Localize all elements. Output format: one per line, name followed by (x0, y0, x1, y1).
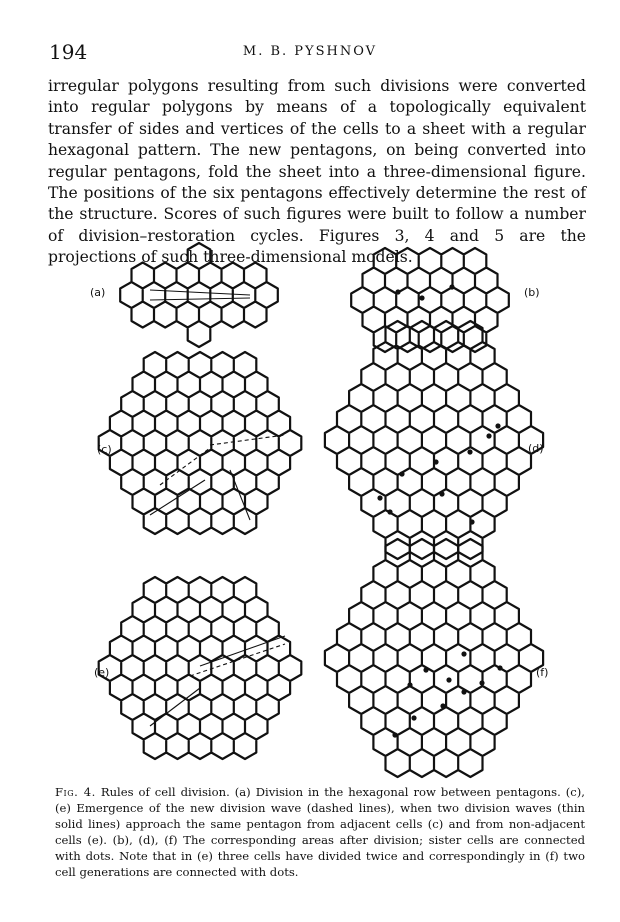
panel-label-d: (d) (528, 442, 544, 455)
panel-a (120, 243, 278, 347)
sister-cell-dot (433, 459, 438, 464)
sister-cell-dot (449, 284, 454, 289)
sister-cell-dot (486, 433, 491, 438)
figure-4 (0, 240, 620, 780)
sister-cell-dot (467, 449, 472, 454)
sister-cell-dot (411, 715, 416, 720)
panel-b (351, 248, 509, 352)
new-division-wave (160, 448, 210, 485)
panel-d (325, 321, 543, 559)
division-wave (150, 688, 200, 726)
body-paragraph: irregular polygons resulting from such divisions were converted into regular polygons by means of a topologically equivalent transfer of sides and vertices of the cells to a sheet with a regular hexagonal pattern. The new pentagons, on being converted into regular pentagons, fold the sheet into a three-dimensional figure. The positions of the six pentagons effectively determine the rest of the structure. Scores of such figures were built to follow a number of division–restoration cycles. Figures 3, 4 and 5 are the projections of such three-dimensional models. (48, 77, 586, 267)
running-head: M. B. PYSHNOV (242, 44, 378, 59)
panel-f (325, 539, 543, 777)
hexagonal-cell-grid (120, 243, 278, 347)
sister-cell-dot (479, 680, 484, 685)
panel-c (99, 352, 302, 534)
hexagonal-cell-grid (99, 352, 302, 534)
sister-cell-dot (497, 665, 502, 670)
figure-caption (55, 784, 585, 880)
sister-cell-dot (392, 732, 397, 737)
sister-cell-dot (440, 703, 445, 708)
sister-cell-dot (461, 651, 466, 656)
new-division-wave (210, 435, 285, 445)
panel-e (99, 577, 302, 759)
panel-label-c: (c) (97, 443, 112, 456)
panel-label-b: (b) (524, 286, 540, 299)
page-number: 194 (49, 40, 88, 64)
sister-cell-dot (395, 289, 400, 294)
sister-cell-dot (377, 495, 382, 500)
sister-cell-dot (495, 423, 500, 428)
panel-label-f: (f) (536, 666, 549, 679)
hexagonal-cell-grid (99, 577, 302, 759)
sister-cell-dot (439, 491, 444, 496)
hexagonal-cell-grid (325, 321, 543, 559)
panel-label-e: (e) (94, 666, 110, 679)
sister-cell-dot (469, 519, 474, 524)
sister-cell-dot (407, 682, 412, 687)
panel-label-a: (a) (90, 286, 106, 299)
sister-cell-dot (461, 689, 466, 694)
hexagonal-cell-grid (351, 248, 509, 352)
sister-cell-dot (419, 295, 424, 300)
new-division-wave (190, 644, 285, 676)
sister-cell-dot (387, 509, 392, 514)
caption-text: Rules of cell division. (a) Division in the hexagonal row between pentagons. (c), (e) Emergence of the new division wave (dashed lines), when two division waves (thin solid lines) approach the same pentagon from adjacent cells (c) and from non-adjacent cells (e). (b), (d), (f) The corresponding areas after division; sister cells are connected with dots. Note that in (e) three cells have divided twice and correspondingly in (f) two cell generations are connected with dots. (55, 785, 585, 879)
sister-cell-dot (399, 471, 404, 476)
hexagonal-cell-grid (325, 539, 543, 777)
sister-cell-dot (423, 667, 428, 672)
caption-lead: Fig. 4. (55, 785, 96, 799)
sister-cell-dot (446, 677, 451, 682)
